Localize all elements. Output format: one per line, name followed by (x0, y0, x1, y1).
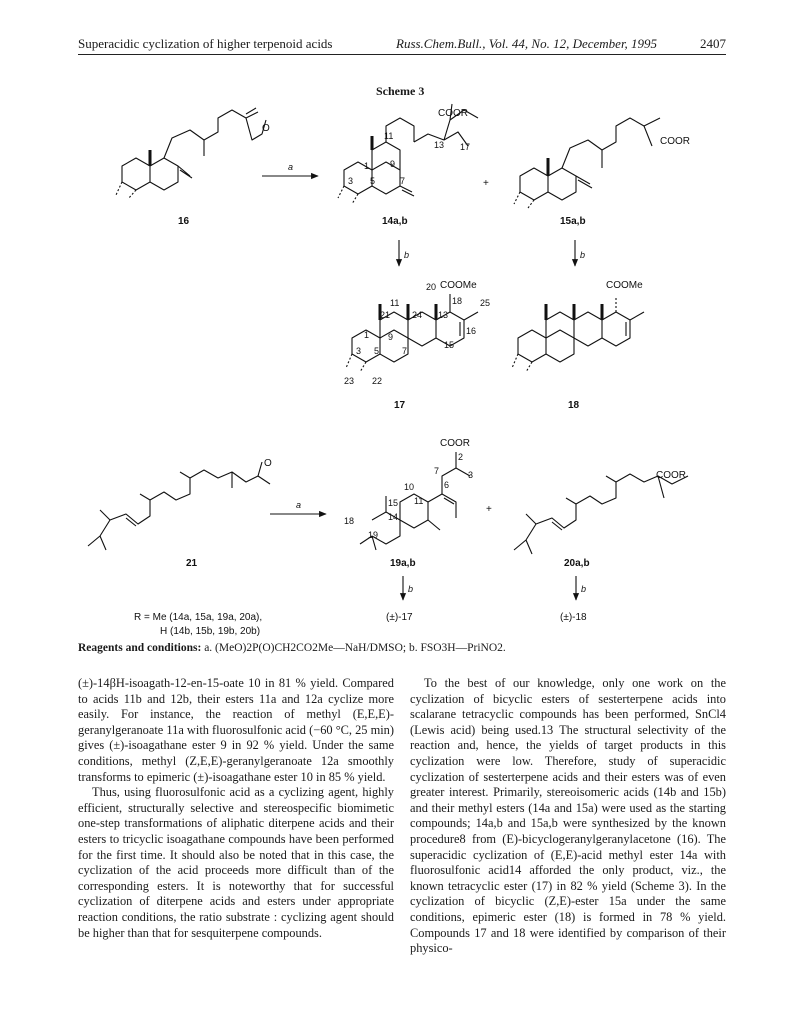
coome-label-18: COOMe (606, 280, 643, 291)
atom-label: 7 (434, 466, 440, 476)
atom-label: 11 (414, 496, 424, 506)
atom-label: 11 (384, 131, 394, 141)
atom-label: 22 (372, 376, 383, 386)
atom-label: 21 (380, 310, 391, 320)
reagents-text: a. (MeO)2P(O)CH2CO2Me—NaH/DMSO; b. FSO3H—PriNO2. (204, 642, 506, 654)
atom-label: 7 (402, 346, 408, 356)
atom-label: 19 (368, 530, 379, 540)
journal-citation: Russ.Chem.Bull., Vol. 44, No. 12, December, 1995 (396, 36, 658, 51)
compound-rac17-label: (±)-17 (386, 612, 413, 623)
atom-label: 1 (364, 161, 370, 171)
compound-21-label: 21 (186, 558, 198, 569)
paragraph: (±)-14βH-isoagath-12-en-15-oate 10 in 81 % yield. Compared to acids 11b and 12b, their esters 11a and 12a cyclize more easily. For instance, the reaction of methyl (E,E,E)-geranylgeranoate 11a with fluorosulfonic acid (−60 °C, 25 min) gives (±)-isoagathane ester 9 in 92 % yield. Under the same conditions, methyl (Z,E,E)-geranylgeranoate 12a smoothly transforms to epimeric (±)-isoagathane ester 10 in 85 % yield. (78, 676, 394, 784)
compound-18-label: 18 (568, 400, 580, 411)
structure-21 (88, 462, 270, 550)
atom-label: 16 (466, 326, 477, 336)
atom-label: 15 (388, 498, 399, 508)
oxo-label-21: O (264, 458, 272, 469)
atom-label: 3 (348, 176, 354, 186)
structure-18 (512, 296, 644, 372)
reagents-label: Reagents and conditions: (78, 642, 202, 654)
coor-label-15: COOR (660, 136, 690, 147)
coome-label-17: COOMe (440, 280, 477, 291)
structure-20ab (514, 474, 688, 554)
right-text-column (410, 676, 726, 957)
r-substituent-note-1: R = Me (14a, 15a, 19a, 20a), (134, 612, 263, 623)
atom-label: 17 (460, 142, 471, 152)
oxo-label-16: O (262, 123, 270, 134)
atom-label: 13 (434, 140, 445, 150)
compound-20-label: 20a,b (564, 558, 590, 569)
atom-label: 1 (364, 330, 370, 340)
atom-label: 10 (404, 482, 415, 492)
compound-14-label: 14a,b (382, 216, 408, 227)
structure-15ab (514, 118, 660, 208)
arrow-a-bottom-label: a (296, 500, 302, 510)
paragraph: Thus, using fluorosulfonic acid as a cyclizing agent, highly efficient, structurally selective and stereospecific biomimetic one-step transformations of aliphatic diterpene acids and their esters to tricyclic isoagathane compounds have been performed for the first time. It should also be noted that in this case, the cyclization of the acid proceeds more difficult than of the corresponding esters. It is noteworthy that for successful cyclization of diterpene acids and esters under appropriate reaction conditions, the ratio substrate : cyclizing agent should be higher than that for sesquiterpene compounds. (78, 785, 394, 940)
atom-label: 20 (426, 282, 437, 292)
coor-label-14: COOR (438, 108, 468, 119)
left-text-column (78, 676, 394, 941)
reagents-and-conditions (78, 642, 738, 654)
arrow-a-top-label: a (288, 162, 294, 172)
arrow-b-4-label: b (581, 584, 587, 594)
atom-label: 24 (412, 310, 423, 320)
compound-16-label: 16 (178, 216, 190, 227)
page-number: 2407 (700, 36, 726, 51)
arrow-b-3-label: b (408, 584, 414, 594)
plus-sign-bottom: + (486, 504, 492, 515)
running-title: Superacidic cyclization of higher terpenoid acids (78, 36, 333, 51)
atom-label: 15 (444, 340, 455, 350)
atom-label: 9 (390, 159, 396, 169)
atom-label: 3 (468, 470, 474, 480)
atom-label: 18 (344, 516, 355, 526)
atom-label: 2 (458, 452, 464, 462)
coor-label-19: COOR (440, 438, 470, 449)
atom-label: 11 (390, 298, 400, 308)
plus-sign-top: + (483, 178, 489, 189)
atom-label: 13 (438, 310, 449, 320)
r-substituent-note-2: H (14b, 15b, 19b, 20b) (160, 626, 261, 637)
atom-label: 5 (374, 346, 380, 356)
atom-label: 18 (452, 296, 463, 306)
compound-15-label: 15a,b (560, 216, 586, 227)
paragraph: To the best of our knowledge, only one work on the cyclization of bicyclic esters of sesterterpene acids into scalarane tetracyclic compounds has been performed, SnCl4 (Lewis acid) being used.13 The structural selectivity of the reaction and, hence, the yields of target products in this cyclization were low. Therefore, study of superacidic cyclization of sesterterpene acids and their esters was of even greater interest. Primarily, stereoisomeric acids (14b and 15b) and their methyl esters (14a and 15a) were used as the starting compounds; 14a,b and 15a,b were synthesized by the known procedure8 from (E)-bicyclogeranylgeranylacetone (16). The superacidic cyclization of (E,E)-acid methyl ester 14a with fluorosulfonic acid14 afforded the only product, viz., the known tetracyclic ester (17) in 82 % yield (Scheme 3). In the cyclization of bicyclic (Z,E)-ester 15a under the same conditions, epimeric ester (18) is formed in 78 % yield. Compounds 17 and 18 were identified by comparison of their physico- (410, 676, 726, 956)
coor-label-20: COOR (656, 470, 686, 481)
atom-label: 14 (388, 512, 399, 522)
arrow-b-2-label: b (580, 250, 586, 260)
atom-label: 6 (444, 480, 450, 490)
structure-14ab (338, 104, 478, 204)
scheme-title: Scheme 3 (376, 84, 425, 98)
atom-label: 7 (400, 176, 406, 186)
atom-label: 23 (344, 376, 355, 386)
atom-label: 9 (388, 332, 394, 342)
atom-label: 3 (356, 346, 362, 356)
compound-17-label: 17 (394, 400, 406, 411)
atom-label: 5 (370, 176, 376, 186)
arrow-b-1-label: b (404, 250, 410, 260)
structure-16 (116, 108, 266, 199)
compound-19-label: 19a,b (390, 558, 416, 569)
atom-label: 25 (480, 298, 491, 308)
compound-rac18-label: (±)-18 (560, 612, 587, 623)
